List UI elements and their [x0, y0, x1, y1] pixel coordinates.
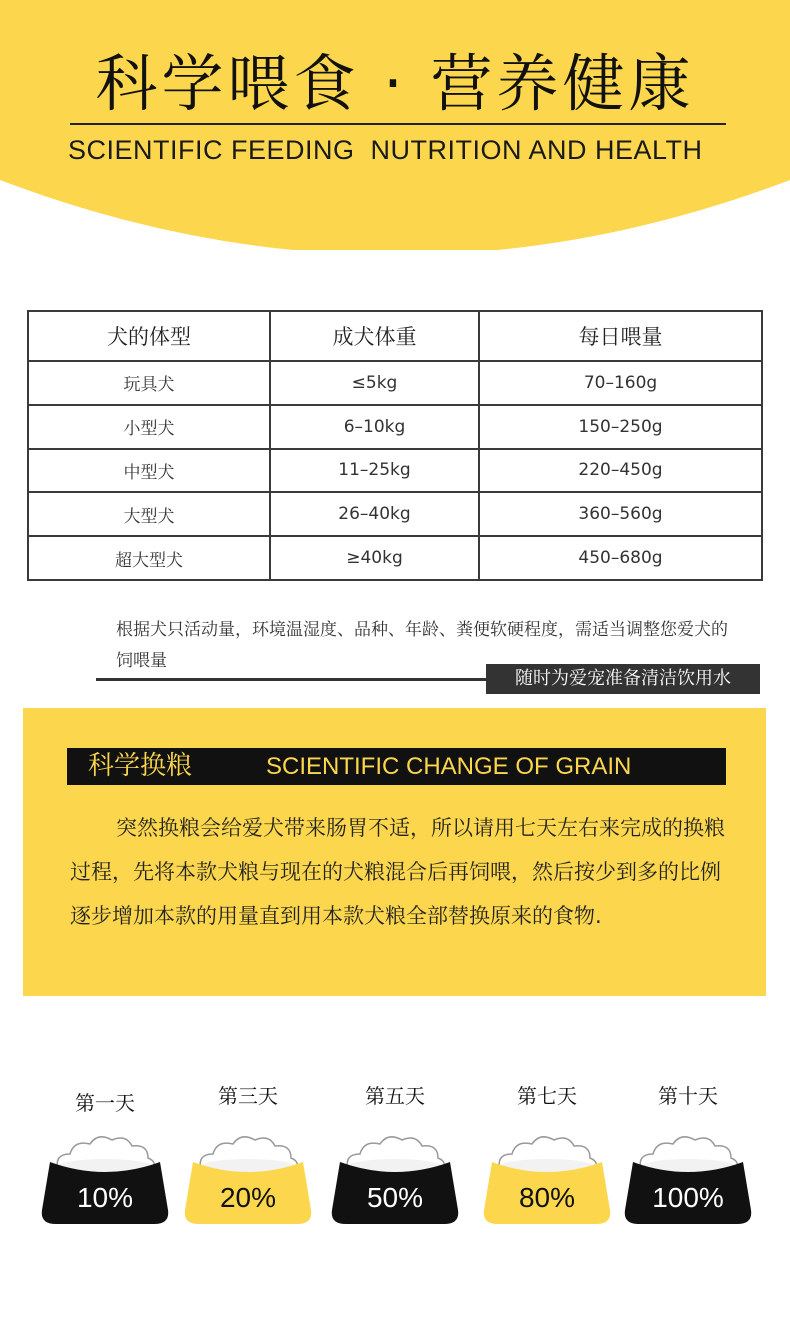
- cell-size: 小型犬: [28, 405, 270, 449]
- cell-amount: 70–160g: [479, 361, 762, 405]
- schedule-percent: 100%: [652, 1182, 724, 1213]
- cell-amount: 220–450g: [479, 449, 762, 493]
- cell-size: 大型犬: [28, 492, 270, 536]
- feeding-note: 根据犬只活动量，环境温湿度、品种、年龄、粪便软硬程度，需适当调整您爱犬的饲喂量: [116, 620, 728, 671]
- cell-size: 玩具犬: [28, 361, 270, 405]
- column-header-size: 犬的体型: [28, 311, 270, 361]
- note-divider: [96, 678, 496, 681]
- page-title: 科学喂食 · 营养健康: [95, 47, 695, 120]
- table-row: [28, 449, 762, 493]
- cell-weight: 26–40kg: [270, 492, 479, 536]
- schedule-step: [330, 1084, 460, 1234]
- header-yellow-background: [0, 0, 790, 250]
- schedule-percent: 10%: [76, 1182, 134, 1213]
- schedule-step: [183, 1084, 313, 1234]
- cell-amount: 360–560g: [479, 492, 762, 536]
- cell-weight: ≥40kg: [270, 536, 479, 580]
- cell-weight: ≤5kg: [270, 361, 479, 405]
- page-subtitle: SCIENTIFIC FEEDING NUTRITION AND HEALTH: [68, 135, 703, 165]
- table-row: [28, 361, 762, 405]
- schedule-percent: 20%: [219, 1182, 277, 1213]
- schedule-day-label: 第十天: [658, 1084, 718, 1108]
- feeding-table: [27, 310, 763, 581]
- cell-size: 超大型犬: [28, 536, 270, 580]
- cell-weight: 11–25kg: [270, 449, 479, 493]
- schedule-percent: 80%: [518, 1182, 576, 1213]
- grain-change-description: 突然换粮会给爱犬带来肠胃不适，所以请用七天左右来完成的换粮过程，先将本款犬粮与现在的犬粮混合后再饲喂，然后按少到多的比例逐步增加本款的用量直到用本款犬粮全部替换原来的食物.: [70, 816, 725, 928]
- table-row: [28, 405, 762, 449]
- cell-amount: 150–250g: [479, 405, 762, 449]
- schedule-step: [482, 1084, 612, 1234]
- grain-change-title: 科学换粮: [88, 751, 193, 781]
- schedule-day-label: 第七天: [517, 1084, 577, 1108]
- schedule-percent: 50%: [366, 1182, 424, 1213]
- column-header-weight: 成犬体重: [270, 311, 479, 361]
- table-row: [28, 536, 762, 580]
- schedule-step: [623, 1084, 753, 1234]
- table-row: [28, 492, 762, 536]
- schedule-day-label: 第三天: [218, 1084, 278, 1108]
- schedule-step: [40, 1084, 170, 1234]
- schedule-day-label: 第五天: [365, 1084, 425, 1108]
- schedule-day-label: 第一天: [75, 1091, 135, 1115]
- cell-amount: 450–680g: [479, 536, 762, 580]
- title-divider: [70, 123, 726, 125]
- water-reminder-tag: 随时为爱宠准备清洁饮用水: [486, 664, 760, 694]
- table-header-row: [28, 311, 762, 361]
- cell-size: 中型犬: [28, 449, 270, 493]
- grain-change-title-en: SCIENTIFIC CHANGE OF GRAIN: [266, 753, 632, 780]
- cell-weight: 6–10kg: [270, 405, 479, 449]
- column-header-daily-amount: 每日喂量: [479, 311, 762, 361]
